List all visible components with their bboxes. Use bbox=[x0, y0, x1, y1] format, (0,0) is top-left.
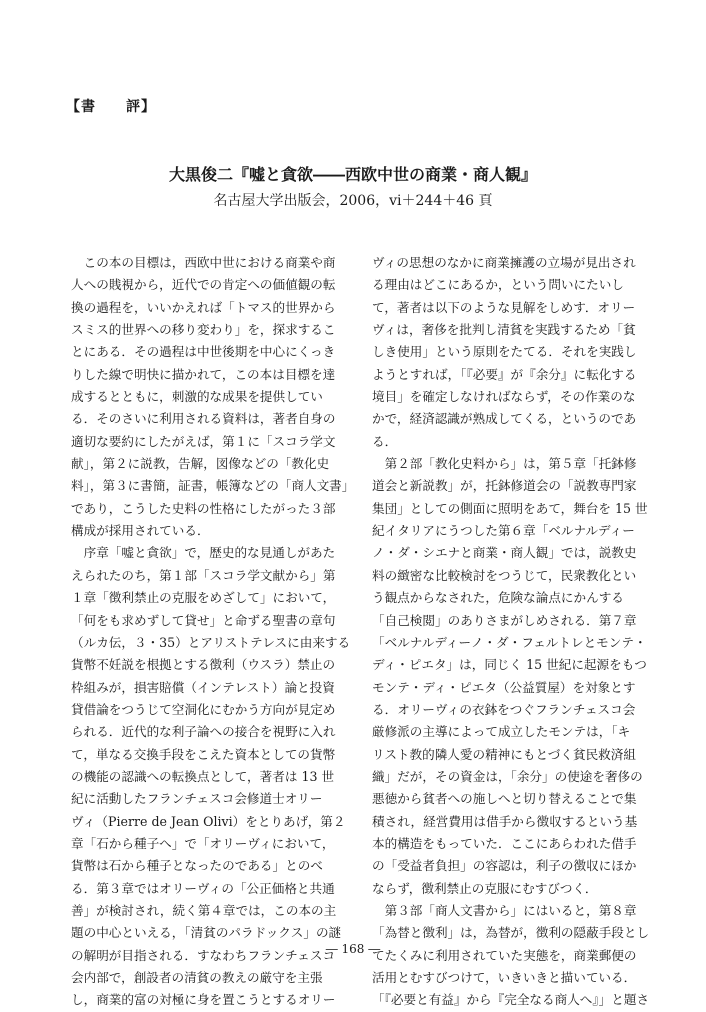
text-line: 貸借論をつうじて空洞化にむかう方向が見定め bbox=[71, 701, 336, 717]
text-line: 「ベルナルディーノ・ダ・フェルトレとモンテ・ bbox=[372, 634, 647, 650]
text-line: 集団」としての側面に照明をあて，舞台を 15 世 bbox=[372, 500, 648, 516]
text-line: 境目」を確定しなければならず，その作業のな bbox=[372, 389, 636, 405]
text-line: 紀に活動したフランチェスコ会修道士オリー bbox=[71, 791, 323, 807]
text-line: 序章「嘘と貪欲」で，歴史的な見通しがあた bbox=[71, 545, 336, 561]
text-line: 「為替と徴利」は，為替が，徴利の隠蔽手段とし bbox=[372, 925, 650, 941]
text-line: 「『必要と有益』から『完全なる商人へ』」と題さ bbox=[372, 992, 650, 1008]
text-line: しき使用」という原則をたてる．それを実践し bbox=[372, 344, 637, 360]
text-line: の解明が目指される．すなわちフランチェスコ bbox=[71, 947, 336, 963]
text-line: 「自己検閲」のありさまがしめされる．第７章 bbox=[372, 612, 637, 628]
right-column bbox=[372, 252, 650, 1012]
text-line: 題の中心といえる，「清貧のパラドックス」の謎 bbox=[71, 925, 342, 941]
text-line: 織」だが，その資金は，「余分」の使途を奢侈の bbox=[372, 768, 643, 784]
review-title: 大黒俊二『嘘と貪欲――西欧中世の商業・商人観』 bbox=[168, 165, 537, 184]
text-line: ヴィの思想のなかに商業擁護の立場が見出され bbox=[372, 255, 636, 270]
text-line: る． bbox=[372, 433, 398, 449]
text-line: 章「石から種子へ」で「オリーヴィにおいて， bbox=[71, 835, 335, 851]
text-line: う観点からなされた，危険な論点にかんする bbox=[372, 590, 624, 606]
text-line: 成するとともに，刺激的な成果を提供してい bbox=[71, 389, 323, 405]
text-line: 貨幣は石から種子となったのである」とのべ bbox=[71, 858, 323, 874]
text-line: リスト教的隣人愛の精神にもとづく貧民救済組 bbox=[372, 746, 636, 762]
text-line: る．オリーヴィの衣鉢をつぐフランチェスコ会 bbox=[372, 701, 636, 717]
text-line: の「受益者負担」の容認は，利子の徴収にほか bbox=[372, 858, 637, 874]
text-line: 構成が採用されている． bbox=[71, 523, 210, 539]
text-line: 道会と新説教」が，托鉢修道会の「説教専門家 bbox=[372, 478, 637, 494]
text-line: し，商業的富の対極に身を置こうとするオリー bbox=[71, 992, 336, 1008]
text-line: 枠組みが，損害賠償（インテレスト）論と投資 bbox=[71, 679, 335, 695]
text-line: 活用とむすびつけて，いきいきと描いている． bbox=[372, 970, 637, 985]
text-line: てたくみに利用されていた実態を，商業郵便の bbox=[372, 947, 637, 963]
text-line: （ルカ伝，３・35）とアリストテレスに由来する bbox=[71, 634, 351, 650]
text-line: 換の過程を，いいかえれば「トマス的世界から bbox=[71, 299, 336, 315]
page-number: ― 168 ― bbox=[325, 942, 381, 956]
text-line: 第３部「商人文書から」にはいると，第８章 bbox=[372, 902, 637, 918]
text-line: 善」が検討され，続く第４章では，この本の主 bbox=[71, 902, 337, 918]
text-line: 人への賎視から，近代での肯定への価値観の転 bbox=[71, 277, 336, 293]
text-line: モンテ・ディ・ピエタ（公益質屋）を対象とす bbox=[372, 679, 636, 695]
text-line: 適切な要約にしたがえば，第１に「スコラ学文 bbox=[71, 433, 336, 449]
text-line: １章「徴利禁止の克服をめざして」において， bbox=[71, 590, 336, 606]
text-line: 料の緻密な比較検討をつうじて，民衆教化とい bbox=[372, 567, 637, 583]
text-line: かで，経済認識が熟成してくる，というのであ bbox=[372, 411, 637, 427]
text-line: とにある．その過程は中世後期を中心にくっき bbox=[71, 344, 336, 360]
text-line: る理由はどこにあるか，という問いにたいし bbox=[372, 277, 624, 293]
text-line: 料」，第３に書簡，証書，帳簿などの「商人文書」 bbox=[71, 478, 355, 494]
text-line: 会内部で，創設者の清貧の教えの厳守を主張 bbox=[71, 970, 323, 985]
text-line: ヴィ（Pierre de Jean Olivi）をとりあげ，第２ bbox=[71, 813, 346, 829]
text-line: りした線で明快に描かれて，この本は目標を達 bbox=[71, 366, 336, 382]
text-line: 積され，経営費用は借手から徴収するという基 bbox=[372, 813, 638, 829]
text-line: 献」，第２に説教，告解，図像などの「教化史 bbox=[71, 456, 330, 472]
text-line: て，単なる交換手段をこえた資本としての貨幣 bbox=[71, 746, 336, 762]
text-line: て，著者は以下のような見解をしめす．オリー bbox=[372, 299, 636, 315]
text-line: ならず，徴利禁止の克服にむすびつく． bbox=[372, 880, 598, 896]
text-line: 貨幣不妊説を根拠とする徴利（ウスラ）禁止の bbox=[71, 657, 336, 673]
publication-info: 名古屋大学出版会，2006，vi＋244＋46 頁 bbox=[213, 193, 493, 209]
text-line: の機能の認識への転換点として，著者は 13 世 bbox=[71, 768, 335, 784]
text-line: この本の目標は，西欧中世における商業や商 bbox=[71, 255, 336, 270]
text-line: えられたのち，第１部「スコラ学文献から」第 bbox=[71, 567, 336, 583]
text-line: ようとすれば，「『必要』が『余分』に転化する bbox=[372, 366, 637, 382]
text-line: ノ・ダ・シエナと商業・商人観」では，説教史 bbox=[372, 545, 637, 561]
text-line: る．そのさいに利用される資料は，著者自身の bbox=[71, 411, 336, 427]
text-line: 悪徳から貧者への施しへと切り替えることで集 bbox=[372, 791, 637, 807]
text-line: 本的構造をもっていた．ここにあらわれた借手 bbox=[372, 835, 637, 851]
section-tag: 【書 評】 bbox=[66, 99, 156, 115]
text-line: ディ・ピエタ」は，同じく 15 世紀に起源をもつ bbox=[372, 657, 647, 673]
text-line: 紀イタリアにうつした第６章「ベルナルディー bbox=[372, 523, 635, 539]
text-line: 厳修派の主導によって成立したモンテは，「キ bbox=[372, 724, 631, 740]
text-line: 第２部「教化史料から」は，第５章「托鉢修 bbox=[372, 456, 637, 472]
text-line: スミス的世界への移り変わり」を，探求するこ bbox=[71, 322, 336, 338]
text-line: 「何をも求めずして貸せ」と命ずる聖書の章句 bbox=[71, 612, 336, 628]
text-line: ヴィは，奢侈を批判し清貧を実践するため「貧 bbox=[372, 322, 636, 338]
text-line: であり，こうした史料の性格にしたがった３部 bbox=[71, 500, 336, 516]
text-line: られる．近代的な利子論への接合を視野に入れ bbox=[71, 724, 336, 740]
text-line: る．第３章ではオリーヴィの「公正価格と共通 bbox=[71, 880, 335, 896]
